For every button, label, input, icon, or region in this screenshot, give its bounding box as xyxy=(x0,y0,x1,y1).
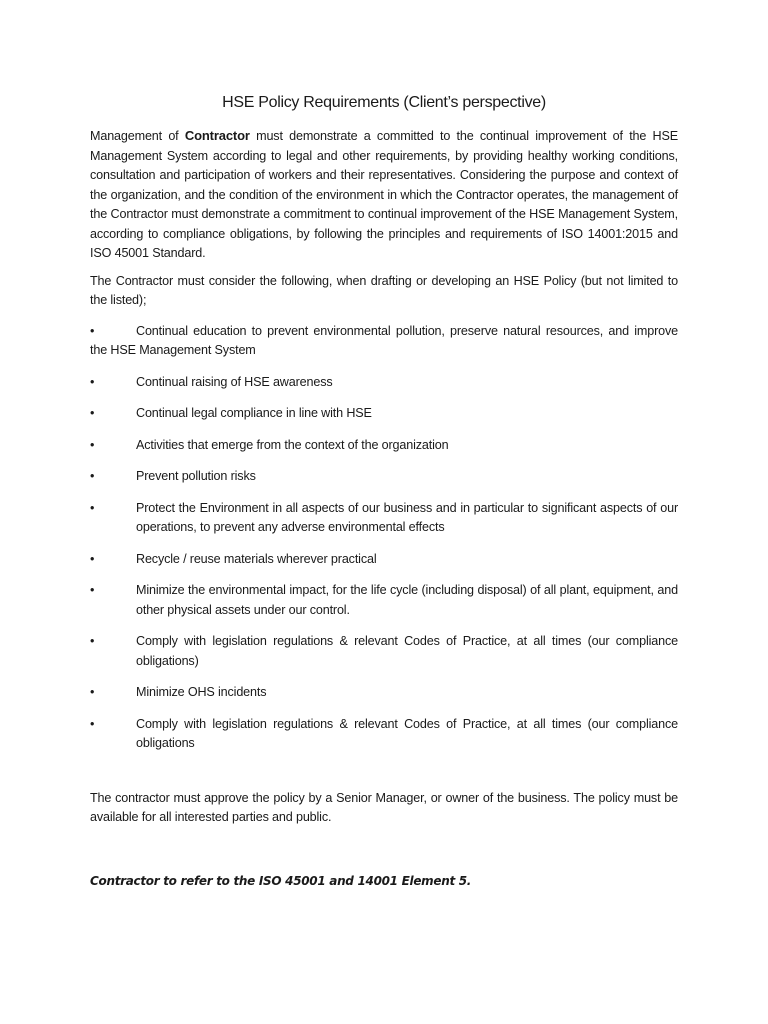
bullet-icon: • xyxy=(90,437,95,452)
closing-paragraph: The contractor must approve the policy by a Senior Manager, or owner of the business. The policy must be available for all interested parties and public. xyxy=(90,790,678,824)
list-item xyxy=(90,436,678,456)
list-item xyxy=(90,715,678,754)
reference-note: Contractor to refer to the ISO 45001 and 14001 Element 5. xyxy=(90,873,472,888)
list-item xyxy=(90,499,678,538)
list-item-text: Comply with legislation regulations & relevant Codes of Practice, at all times (our compliance obligations) xyxy=(136,634,678,668)
list-item-text: Minimize the environmental impact, for the life cycle (including disposal) of all plant, equipment, and other physical assets under our control. xyxy=(136,583,678,617)
bullet-icon: • xyxy=(90,583,95,597)
bullet-icon: • xyxy=(90,374,95,389)
list-item xyxy=(90,404,678,424)
list-item-text: Activities that emerge from the context of the organization xyxy=(136,437,449,452)
list-item-text: Continual legal compliance in line with HSE xyxy=(136,406,372,420)
intro-prefix: Management of xyxy=(90,129,185,143)
requirements-list xyxy=(90,322,678,754)
list-item xyxy=(90,467,678,487)
document-title: HSE Policy Requirements (Client’s perspective) xyxy=(222,94,546,111)
list-item-text: Continual raising of HSE awareness xyxy=(136,374,333,389)
list-item-text: Recycle / reuse materials wherever practical xyxy=(136,551,377,566)
list-item-text: Comply with legislation regulations & relevant Codes of Practice, at all times (our compliance obligations xyxy=(136,716,678,750)
bullet-icon: • xyxy=(90,469,95,483)
list-item-text: Continual education to prevent environmental pollution, preserve natural resources, and improve the HSE Management System xyxy=(90,323,678,357)
list-item xyxy=(90,322,678,361)
list-item-text: Prevent pollution risks xyxy=(136,469,256,483)
list-item-text: Minimize OHS incidents xyxy=(136,685,267,699)
list-item xyxy=(90,373,678,393)
intro-paragraph xyxy=(90,126,678,264)
bullet-icon: • xyxy=(90,551,95,566)
list-item xyxy=(90,550,678,570)
lead-paragraph: The Contractor must consider the following, when drafting or developing an HSE Policy (but not limited to the listed); xyxy=(90,273,678,307)
bullet-icon: • xyxy=(90,634,95,648)
bullet-icon: • xyxy=(90,500,95,515)
intro-emphasis: Contractor xyxy=(184,128,250,143)
intro-body: must demonstrate a committed to the continual improvement of the HSE Management System according to legal and other requirements, by providing healthy working conditions, consultation and participation of workers and their representatives. Considering the purpose and context of the organization, and the condition of the environment in which the Contractor operates, the management of the Contractor must demonstrate a commitment to continual improvement of the HSE Management System, according to compliance obligations, by following the principles and requirements of ISO 14001:2015 and ISO 45001 Standard. xyxy=(90,129,678,260)
bullet-icon: • xyxy=(90,406,95,420)
list-item xyxy=(90,632,678,671)
list-item xyxy=(90,581,678,620)
bullet-icon: • xyxy=(90,323,95,338)
bullet-icon: • xyxy=(90,716,95,731)
bullet-icon: • xyxy=(90,685,95,699)
list-item-text: Protect the Environment in all aspects of our business and in particular to significant aspects of our operations, to prevent any adverse environmental effects xyxy=(136,500,678,534)
list-item xyxy=(90,683,678,703)
